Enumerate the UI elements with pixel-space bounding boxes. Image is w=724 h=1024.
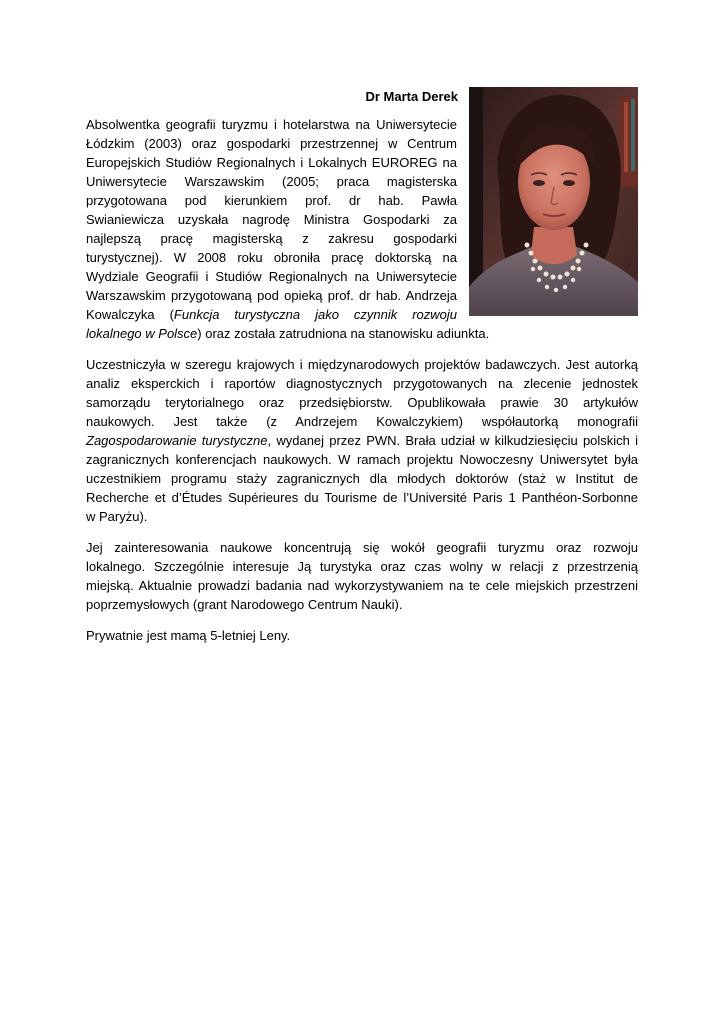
bio-line: lokalnego. Szczególnie interesuje Ją turystyka oraz czas wolny w relacji z przestrzenią (86, 559, 638, 574)
bio-paragraph-4 (86, 626, 638, 645)
bio-line: Uniwersytecie Warszawskim (2005; praca magisterska (86, 174, 457, 189)
page-title: Dr Marta Derek (365, 89, 458, 104)
bio-line: samorządu terytorialnego oraz przedsiębiorstw. Opublikowała prawie 30 artykułów (86, 395, 638, 410)
bio-line: Jej zainteresowania naukowe koncentrują się wokół geografii turyzmu oraz rozwoju (86, 540, 638, 555)
bio-line: Uczestniczyła w szeregu krajowych i międzynarodowych projektów badawczych. Jest autorką (86, 357, 638, 372)
bio-line: Warszawskim przygotowaną pod opieką prof. dr hab. Andrzeja (86, 288, 457, 303)
bio-line: przygotowana pod kierunkiem prof. dr hab. Pawła (86, 193, 457, 208)
bio-line: Prywatnie jest mamą 5-letniej Leny. (86, 628, 291, 643)
bio-line: zagranicznych konferencjach naukowych. W ramach projektu Nowoczesny Uniwersytet była (86, 452, 638, 467)
bio-line: Absolwentka geografii turyzmu i hotelarstwa na Uniwersytecie (86, 117, 457, 132)
bio-text: Kowalczyka ( (86, 307, 174, 322)
bio-line: poprzemysłowych (grant Narodowego Centrum Nauki). (86, 597, 403, 612)
bio-line: analiz eksperckich i raportów diagnostycznych przygotowanych na zlecenie jednostek (86, 376, 638, 391)
bio-line: uczestnikiem programu staży zagranicznych dla młodych doktorów (staż w Institut de (86, 471, 638, 486)
bio-line: turystycznej). W 2008 roku obroniła pracę doktorską na (86, 250, 457, 265)
monograph-title: Zagospodarowanie turystyczne (86, 433, 268, 448)
bio-line (86, 431, 638, 450)
bio-line: miejską. Aktualnie prowadzi badania nad wykorzystywaniem na te cele miejskich przestrzeni (86, 578, 638, 593)
bio-paragraph-3 (86, 538, 638, 614)
bio-line: Europejskich Studiów Regionalnych i Lokalnych EUROREG na (86, 155, 457, 170)
bio-line: naukowych. Jest także (z Andrzejem Kowalczykiem) współautorką monografii (86, 414, 638, 429)
bio-paragraph-2 (86, 355, 638, 526)
bio-line: najlepszą pracę magisterską z zakresu gospodarki (86, 231, 457, 246)
bio-text: , wydanej przez PWN. Brała udział w kilkudziesięciu polskich i (267, 433, 638, 448)
bio-line: Swianiewicza uzyskała nagrodę Ministra Gospodarki za (86, 212, 457, 227)
bio-line: Recherche et d’Études Supérieures du Tourisme de l’Université Paris 1 Panthéon-Sorbonne (86, 490, 638, 505)
bio-line: w Paryżu). (86, 509, 148, 524)
bio-line: Wydziale Geografii i Studiów Regionalnych na Uniwersytecie (86, 269, 457, 284)
bio-text: ) oraz została zatrudniona na stanowisku adiunkta. (197, 326, 490, 341)
bio-line (86, 305, 457, 324)
thesis-title: Funkcja turystyczna jako czynnik rozwoju (173, 307, 457, 322)
bio-paragraph-1 (86, 115, 638, 343)
bio-line (86, 324, 638, 343)
thesis-title-end: lokalnego w Polsce (86, 326, 198, 341)
bio-line: Łódzkim (2003) oraz gospodarki przestrzennej w Centrum (86, 136, 457, 151)
